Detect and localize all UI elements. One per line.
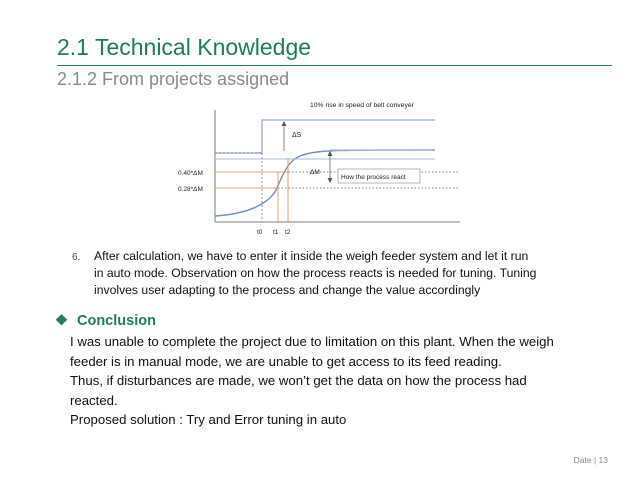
delta-m-label: ΔM	[310, 169, 320, 176]
step-line: After calculation, we have to enter it inside the weigh feeder system and let it run	[94, 249, 529, 263]
delta-m-arrow-head-top	[328, 151, 333, 156]
diamond-bullet-icon: ❖	[55, 313, 68, 329]
conclusion-line: feeder is in manual mode, we are unable to get access to its feed reading.	[70, 353, 502, 369]
process-response-diagram	[160, 96, 470, 242]
step-number: 6.	[72, 252, 81, 263]
conclusion-line: I was unable to complete the project due to limitation on this plant. When the weigh	[70, 334, 554, 349]
delta-m-arrow-head-bottom	[328, 178, 333, 183]
step-line: in auto mode. Observation on how the process reacts is needed for tuning. Tuning	[94, 266, 537, 280]
conclusion-heading: Conclusion	[77, 313, 156, 329]
conclusion-body	[70, 332, 615, 430]
delta-s-label: ΔS	[292, 132, 302, 139]
conclusion-heading-row	[55, 313, 156, 329]
level-028-label: 0.28*ΔM	[178, 186, 203, 193]
slide-subtitle: 2.1.2 From projects assigned	[57, 69, 290, 89]
step-text	[94, 248, 610, 299]
title-divider	[57, 65, 612, 66]
t1-label: t1	[273, 229, 279, 236]
conclusion-line: Thus, if disturbances are made, we won’t get the data on how the process had	[70, 373, 527, 388]
diagram-caption: 10% rise in speed of belt conveyer	[310, 102, 414, 109]
step-line: involves user adapting to the process and change the value accordingly	[94, 283, 481, 297]
conclusion-line: reacted.	[70, 392, 118, 408]
level-040-label: 0.40*ΔM	[178, 170, 203, 177]
delta-s-arrow-head	[282, 121, 287, 126]
process-label: How the process react	[341, 174, 406, 181]
t2-label: t2	[285, 229, 291, 236]
slide-title: 2.1 Technical Knowledge	[57, 34, 312, 60]
t0-label: t0	[257, 229, 263, 236]
step-input-line	[215, 120, 435, 153]
slide-footer: Date | 13	[573, 455, 608, 465]
conclusion-line: Proposed solution : Try and Error tuning in auto	[70, 412, 347, 427]
